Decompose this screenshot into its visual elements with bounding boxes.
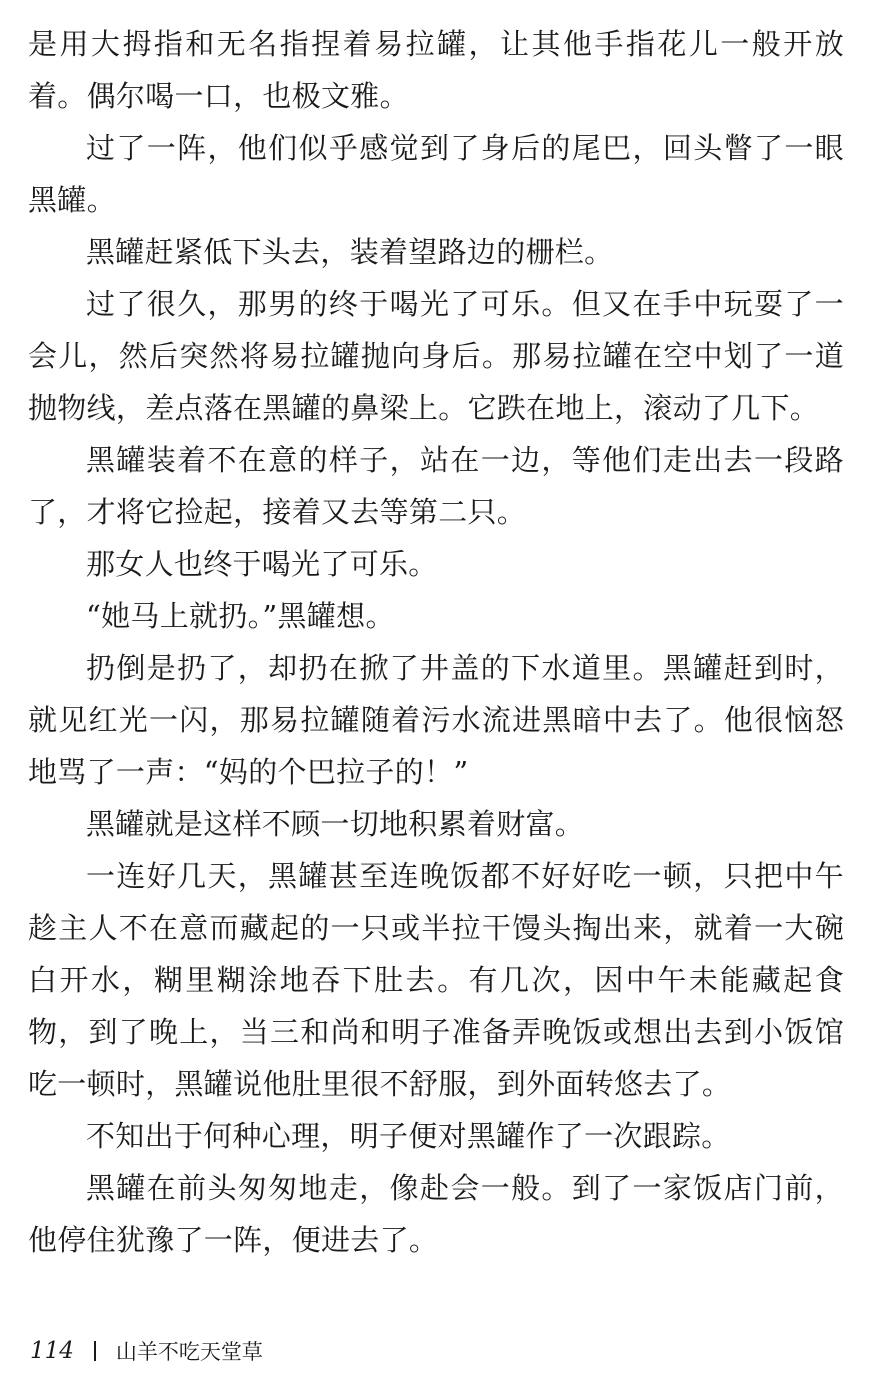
- body-text: [28, 18, 844, 1266]
- book-title: 山羊不吃天堂草: [115, 1340, 263, 1364]
- paragraph-2: 过了一阵，他们似乎感觉到了身后的尾巴，回头瞥了一眼黑罐。: [28, 131, 844, 217]
- footer-divider: [94, 1341, 96, 1361]
- paragraph-8: 扔倒是扔了，却扔在掀了井盖的下水道里。黑罐赶到时，就见红光一闪，那易拉罐随着污水流进黑暗中去了。他很恼怒地骂了一声：“妈的个巴拉子的！”: [28, 651, 844, 789]
- paragraph-6: 那女人也终于喝光了可乐。: [86, 547, 438, 581]
- page-footer: [30, 1333, 263, 1369]
- paragraph-7: “她马上就扔。”黑罐想。: [86, 599, 395, 633]
- paragraph-9: 黑罐就是这样不顾一切地积累着财富。: [86, 807, 585, 841]
- paragraph-12: 黑罐在前头匆匆地走，像赴会一般。到了一家饭店门前，他停住犹豫了一阵，便进去了。: [28, 1171, 844, 1257]
- paragraph-1: 是用大拇指和无名指捏着易拉罐，让其他手指花儿一般开放着。偶尔喝一口，也极文雅。: [28, 27, 844, 113]
- paragraph-3: 黑罐赶紧低下头去，装着望路边的栅栏。: [86, 235, 614, 269]
- paragraph-11: 不知出于何种心理，明子便对黑罐作了一次跟踪。: [86, 1119, 731, 1153]
- paragraph-4: 过了很久，那男的终于喝光了可乐。但又在手中玩耍了一会儿，然后突然将易拉罐抛向身后。那易拉罐在空中划了一道抛物线，差点落在黑罐的鼻梁上。它跌在地上，滚动了几下。: [28, 287, 844, 425]
- page-number: 114: [30, 1338, 74, 1364]
- paragraph-5: 黑罐装着不在意的样子，站在一边，等他们走出去一段路了，才将它捡起，接着又去等第二只。: [28, 443, 844, 529]
- paragraph-10: 一连好几天，黑罐甚至连晚饭都不好好吃一顿，只把中午趁主人不在意而藏起的一只或半拉干馒头掏出来，就着一大碗白开水，糊里糊涂地吞下肚去。有几次，因中午未能藏起食物，到了晚上，当三和尚和明子准备弄晚饭或想出去到小饭馆吃一顿时，黑罐说他肚里很不舒服，到外面转悠去了。: [28, 859, 844, 1101]
